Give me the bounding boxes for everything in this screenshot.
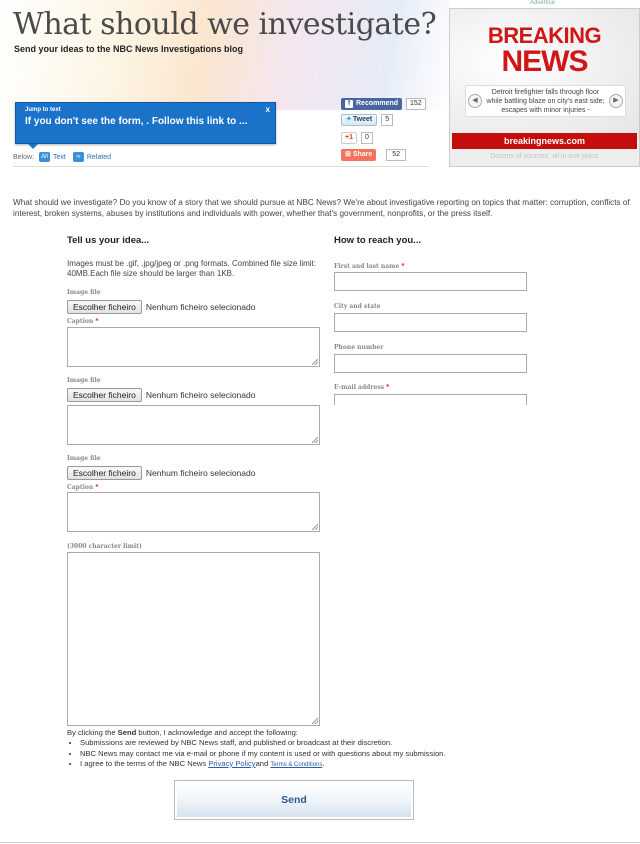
facebook-recommend — [341, 98, 426, 110]
text-link[interactable]: Text — [53, 153, 66, 161]
ad-breaking-text: BREAKING — [487, 23, 602, 48]
no-file-text-1: Nenhum ficheiro selecionado — [145, 302, 256, 312]
caption-label-text-3: Caption — [67, 484, 94, 491]
jump-to-text-box[interactable] — [15, 102, 276, 144]
bottom-divider — [0, 842, 640, 843]
required-mark: * — [95, 318, 99, 325]
all-icon[interactable]: All — [39, 152, 50, 162]
below-label: Below: — [13, 153, 35, 161]
choose-file-button-2[interactable]: Escolher ficheiro — [67, 388, 142, 402]
consent-block — [67, 728, 487, 770]
file-input-2 — [67, 388, 255, 402]
send-button[interactable]: Send — [174, 780, 414, 820]
city-label: City and state — [334, 303, 381, 310]
twitter-tweet — [341, 114, 393, 126]
email-input[interactable] — [334, 394, 527, 405]
consent-item — [80, 759, 487, 770]
consent-lead-end: button, I acknowledge and accept the following: — [136, 728, 298, 737]
no-file-text-2: Nenhum ficheiro selecionado — [145, 390, 256, 400]
chevron-left-icon[interactable]: ◀ — [468, 94, 482, 108]
jump-label: Jump to text — [25, 107, 61, 113]
email-label — [334, 384, 389, 391]
ad-label[interactable]: Advertise — [530, 0, 556, 6]
phone-label: Phone number — [334, 344, 384, 351]
recommend-button[interactable] — [341, 98, 402, 110]
file-input-3 — [67, 466, 255, 480]
image-file-label-3: Image file — [67, 455, 101, 462]
caption-label-3 — [67, 484, 99, 491]
required-mark: * — [95, 484, 99, 491]
intro-paragraph: What should we investigate? Do you know of a story that we should pursue at NBC News? We're about investigative reporting on topics that matter: corruption, conflicts of interest, broken systems, abuses by institutions and individuals with power, whether that's government, nonprofits, or the press itself. — [13, 198, 630, 218]
required-mark: * — [386, 384, 390, 391]
caption-textarea-3[interactable] — [67, 492, 320, 532]
gplus-count: 0 — [361, 132, 373, 144]
idea-heading: Tell us your idea... — [67, 235, 150, 246]
share-button[interactable] — [341, 149, 376, 161]
ad-banner[interactable] — [449, 8, 640, 167]
image-file-label-2: Image file — [67, 377, 101, 384]
page-subtitle: Send your ideas to the NBC News Investigations blog — [14, 44, 244, 54]
related-link[interactable]: Related — [86, 153, 111, 161]
ad-tagline: Dozens of sources, all in one place — [490, 153, 599, 160]
no-file-text-3: Nenhum ficheiro selecionado — [145, 468, 256, 478]
ad-site-name[interactable]: breakingnews.com — [452, 133, 637, 149]
ad-headline[interactable]: Detroit firefighter falls through floor while battling blaze on city's east side; escapes with minor injuries - — [486, 88, 605, 114]
choose-file-button-3[interactable]: Escolher ficheiro — [67, 466, 142, 480]
tweet-button[interactable] — [341, 114, 377, 126]
twitter-bird-icon: ✦ — [346, 116, 352, 123]
name-input[interactable] — [334, 272, 527, 291]
terms-link[interactable]: Terms & Conditions — [270, 761, 323, 768]
ad-headline-box — [465, 85, 626, 117]
tweet-count: 5 — [381, 114, 393, 126]
page-title: What should we investigate? — [13, 7, 437, 42]
caption-textarea-2[interactable] — [67, 405, 320, 445]
consent-and: and — [255, 758, 271, 768]
chevron-right-icon[interactable]: ▶ — [609, 94, 623, 108]
google-plus — [341, 132, 373, 144]
divider — [13, 166, 429, 167]
file-format-note: Images must be .gif, .jpg/jpeg or .png formats. Combined file size limit: 40MB.Each file size should be larger than 1KB. — [67, 259, 316, 278]
consent-lead-text: By clicking the — [67, 728, 118, 737]
reach-heading: How to reach you... — [334, 235, 422, 246]
gplus-button[interactable] — [341, 132, 357, 144]
character-limit-label: (3000 character limit) — [67, 543, 142, 550]
name-label-text: First and last name — [334, 263, 400, 270]
share-widget — [341, 149, 406, 161]
consent-item: • Submissions are reviewed by NBC News staff, and published or broadcast at their discretion. — [80, 738, 487, 748]
jump-pointer — [28, 144, 38, 149]
jump-link-text[interactable]: If you don't see the form, . Follow this link to ... — [25, 116, 248, 127]
close-icon[interactable]: x — [265, 105, 270, 114]
choose-file-button-1[interactable]: Escolher ficheiro — [67, 300, 142, 314]
recommend-label: Recommend — [356, 100, 399, 107]
facebook-icon: f — [345, 100, 353, 108]
file-input-1 — [67, 300, 255, 314]
share-icon: ⊞ — [345, 151, 351, 158]
consent-lead — [67, 728, 487, 738]
share-label: Share — [352, 151, 373, 158]
consent-item3-text: I agree to the terms of the NBC News — [80, 758, 209, 768]
phone-input[interactable] — [334, 354, 527, 373]
city-input[interactable] — [334, 313, 527, 332]
gplus-label: +1 — [345, 134, 353, 141]
caption-textarea-1[interactable] — [67, 327, 320, 367]
required-mark: * — [401, 263, 405, 270]
email-label-text: E-mail address — [334, 384, 385, 391]
privacy-policy-link[interactable]: Privacy Policy — [208, 758, 256, 768]
name-label — [334, 263, 405, 270]
related-icon[interactable]: ∞ — [73, 152, 84, 162]
below-nav — [13, 152, 118, 162]
tweet-label: Tweet — [352, 116, 373, 123]
image-file-label-1: Image file — [67, 289, 101, 296]
share-count: 52 — [386, 149, 406, 161]
consent-list — [80, 738, 487, 770]
caption-label-1 — [67, 318, 99, 325]
consent-item: • NBC News may contact me via e-mail or phone if my content is used or with questions about my submission. — [80, 749, 487, 759]
consent-send-word: Send — [117, 728, 137, 737]
ad-news-text: NEWS — [501, 45, 588, 78]
consent-period: . — [322, 758, 325, 768]
recommend-count: 152 — [406, 98, 426, 110]
idea-textarea[interactable] — [67, 552, 320, 726]
caption-label-text-1: Caption — [67, 318, 94, 325]
